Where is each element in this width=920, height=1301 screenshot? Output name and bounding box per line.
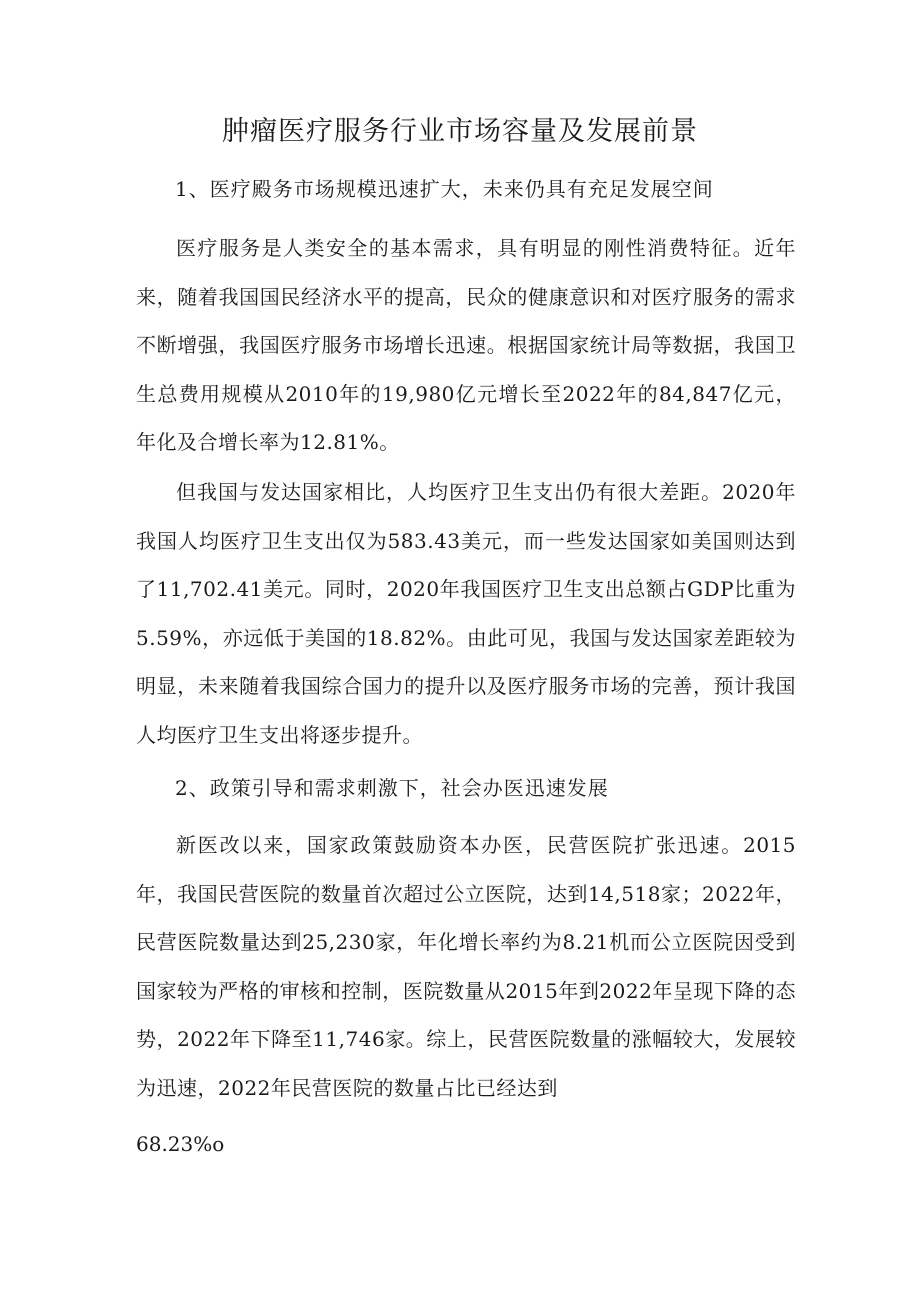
- paragraph-1: 医疗服务是人类安全的基本需求，具有明显的刚性消费特征。近年来，随着我国国民经济水平的提高，民众的健康意识和对医疗服务的需求不断增强，我国医疗服务市场增长迅速。根据国家统计局等数据，我国卫生总费用规模从2010年的19,980亿元增长至2022年的84,847亿元，年化及合增长率为12.81%。: [136, 236, 796, 454]
- document-title: 肿瘤医疗服务行业市场容量及发展前景: [222, 116, 698, 147]
- section-heading-2: 2、政策引导和需求刺激下，社会办医迅速发展: [175, 776, 609, 800]
- paragraph-tail: 68.23%o: [136, 1132, 225, 1156]
- paragraph-2: 但我国与发达国家相比，人均医疗卫生支出仍有很大差距。2020年我国人均医疗卫生支出仅为583.43美元，而一些发达国家如美国则达到了11,702.41美元。同时，2020年我国医疗卫生支出总额占GDP比重为5.59%，亦远低于美国的18.82%。由此可见，我国与发达国家差距较为明显，未来随着我国综合国力的提升以及医疗服务市场的完善，预计我国人均医疗卫生支出将逐步提升。: [136, 480, 796, 747]
- section-heading-1: 1、医疗殿务市场规模迅速扩大，未来仍具有充足发展空间: [175, 177, 714, 201]
- paragraph-3: 新医改以来，国家政策鼓励资本办医，民营医院扩张迅速。2015年，我国民营医院的数量首次超过公立医院，达到14,518家；2022年，民营医院数量达到25,230家，年化增长率约为8.21机而公立医院因受到国家较为严格的审核和控制，医院数量从2015年到2022年呈现下降的态势，2022年下降至11,746家。综上，民营医院数量的涨幅较大，发展较为迅速，2022年民营医院的数量占比已经达到: [136, 833, 796, 1100]
